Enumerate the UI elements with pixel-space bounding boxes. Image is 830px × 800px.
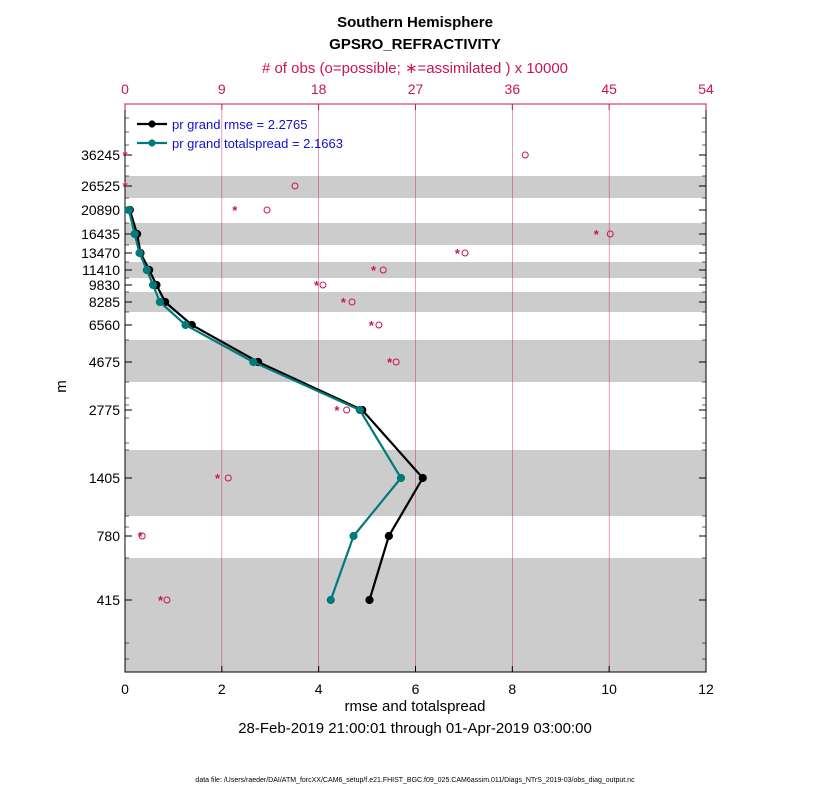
obs-assimilated-marker: * xyxy=(122,179,128,194)
obs-possible-marker xyxy=(320,282,326,288)
top-tick-label: 0 xyxy=(121,81,129,97)
spread-point xyxy=(250,358,257,365)
obs-assimilated-marker: * xyxy=(454,246,460,261)
spread-point xyxy=(149,281,156,288)
obs-assimilated-marker: * xyxy=(334,403,340,418)
obs-assimilated-marker: * xyxy=(340,295,346,310)
y-tick-label: 4675 xyxy=(88,354,120,370)
obs-assimilated-marker: * xyxy=(157,593,164,608)
top-tick-label: 36 xyxy=(504,81,521,97)
rmse-point xyxy=(366,596,373,603)
obs-possible-marker xyxy=(264,207,270,213)
x-tick-label: 6 xyxy=(411,681,420,697)
obs-assimilated-marker: * xyxy=(368,318,374,333)
y-tick-label: 11410 xyxy=(82,262,120,278)
spread-point xyxy=(131,230,138,237)
chart-title-line2: GPSRO_REFRACTIVITY xyxy=(329,36,501,53)
y-tick-label: 780 xyxy=(96,528,120,544)
legend-label: pr grand rmse = 2.2765 xyxy=(172,117,308,132)
chart-title-line1: Southern Hemisphere xyxy=(337,14,493,31)
obs-assimilated-marker: * xyxy=(122,148,128,163)
spread-point xyxy=(397,474,404,481)
legend-label: pr grand totalspread = 2.1663 xyxy=(172,136,343,151)
obs-possible-marker xyxy=(344,407,350,413)
spread-point xyxy=(156,298,163,305)
obs-assimilated-marker: * xyxy=(371,263,377,278)
y-tick-label: 16435 xyxy=(81,226,120,242)
spread-point xyxy=(136,249,143,256)
x-tick-label: 10 xyxy=(601,681,617,697)
y-tick-label: 13470 xyxy=(81,245,120,261)
top-tick-label: 54 xyxy=(698,81,714,97)
x-tick-label: 4 xyxy=(314,681,323,697)
y-tick-label: 26525 xyxy=(81,178,120,194)
obs-assimilated-marker: * xyxy=(232,203,238,218)
obs-assimilated-marker: * xyxy=(593,227,599,242)
obs-assimilated-marker: * xyxy=(313,278,320,293)
y-tick-label: 415 xyxy=(96,592,120,608)
legend-marker xyxy=(148,139,155,146)
spread-point xyxy=(125,206,132,213)
y-tick-label: 6560 xyxy=(88,317,120,333)
obs-assimilated-marker: * xyxy=(214,471,221,486)
obs-possible-marker xyxy=(376,322,382,328)
obs-assimilated-marker: * xyxy=(137,529,143,544)
obs-possible-marker xyxy=(462,250,468,256)
top-tick-label: 27 xyxy=(407,81,424,97)
obs-possible-marker xyxy=(522,152,528,158)
top-tick-label: 45 xyxy=(601,81,617,97)
x-tick-label: 8 xyxy=(508,681,517,697)
y-tick-label: 20890 xyxy=(81,202,120,218)
rmse-point xyxy=(419,474,426,481)
y-tick-label: 9830 xyxy=(88,277,120,293)
x-tick-label: 0 xyxy=(121,681,129,697)
top-tick-label: 9 xyxy=(217,81,226,97)
x-axis-label: rmse and totalspread xyxy=(344,698,486,715)
x-tick-label: 2 xyxy=(217,681,226,697)
y-axis-label: m xyxy=(52,380,70,393)
y-tick-label: 2775 xyxy=(88,402,120,418)
top-tick-label: 18 xyxy=(310,81,327,97)
x-tick-label: 12 xyxy=(698,681,714,697)
spread-point xyxy=(350,532,357,539)
y-tick-label: 1405 xyxy=(88,470,120,486)
spread-point xyxy=(143,266,150,273)
spread-point xyxy=(182,321,189,328)
y-tick-label: 8285 xyxy=(88,294,120,310)
data-file-footer: data file: /Users/raeder/DAI/ATM_forcXX/CAM6_setup/f.e21.FHIST_BGC.f09_025.CAM6assim.011/Diags_NTrS_2019-03/obs_diag_output.nc xyxy=(195,777,635,784)
date-range: 28-Feb-2019 21:00:01 through 01-Apr-2019 03:00:00 xyxy=(238,720,592,737)
obs-assimilated-marker: * xyxy=(387,355,393,370)
legend-marker xyxy=(148,120,155,127)
spread-point xyxy=(327,596,334,603)
rmse-point xyxy=(385,532,392,539)
y-tick-label: 36245 xyxy=(81,147,120,163)
spread-point xyxy=(356,406,363,413)
top-axis-label: # of obs (o=possible; ∗=assimilated ) x 10000 xyxy=(261,60,569,77)
